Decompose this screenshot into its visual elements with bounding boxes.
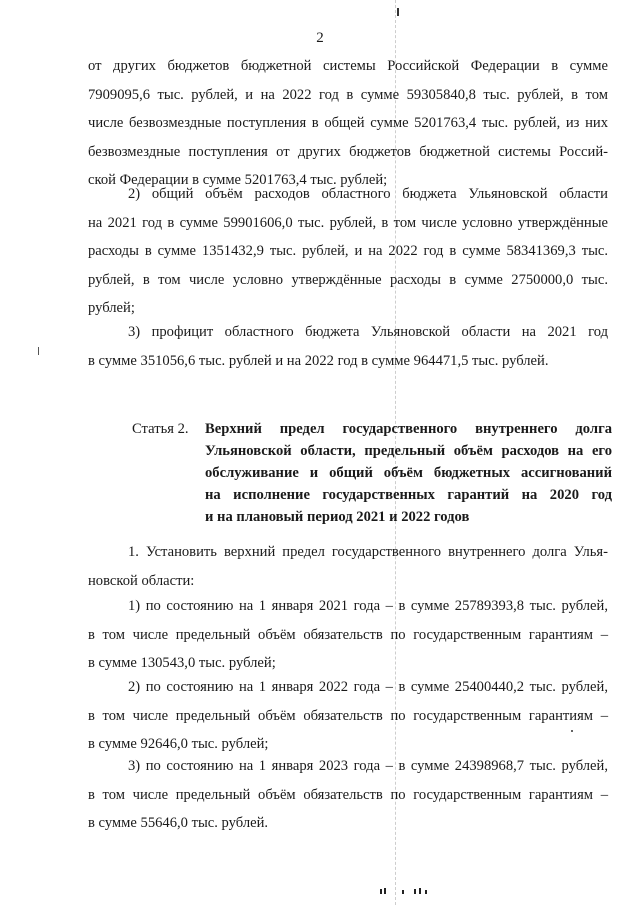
text-line: на 2021 год в сумме 59901606,0 тыс. рублей, в том числе условно утверждённые — [88, 214, 608, 231]
paragraph-debt-2023 — [88, 752, 608, 838]
title-line: на исполнение государственных гарантий на 2020 год — [205, 487, 612, 503]
text-line: рублей, в том числе условно утверждённые расходы в сумме 2750000,0 тыс. — [88, 271, 608, 288]
paragraph-surplus — [88, 318, 608, 375]
title-line: Ульяновской области, предельный объём расходов на его — [205, 443, 612, 459]
title-line: и на плановый период 2021 и 2022 годов — [205, 509, 470, 525]
text-line: рублей; — [88, 300, 135, 316]
text-line: 2) по состоянию на 1 января 2022 года – в сумме 25400440,2 тыс. рублей, — [128, 679, 608, 695]
paragraph-expenses — [88, 180, 608, 323]
title-line: Верхний предел государственного внутреннего долга — [205, 421, 612, 437]
text-line: 1. Установить верхний предел государственного внутреннего долга Улья- — [128, 544, 608, 560]
title-line: обслуживание и общий объём бюджетных ассигнований — [205, 465, 612, 481]
paragraph-debt-2022 — [88, 673, 608, 759]
paragraph-debt-2021 — [88, 592, 608, 678]
paragraph-revenue-continuation — [88, 52, 608, 195]
text-line: в том числе предельный объём обязательств по государственным гарантиям – — [88, 786, 608, 803]
text-line: ской Федерации в сумме 5201763,4 тыс. рублей; — [88, 172, 388, 188]
text-line: 7909095,6 тыс. рублей, и на 2022 год в сумме 59305840,8 тыс. рублей, в том — [88, 86, 608, 103]
text-line: в сумме 92646,0 тыс. рублей; — [88, 736, 269, 752]
page-number: 2 — [316, 30, 324, 46]
text-line: 1) по состоянию на 1 января 2021 года – в сумме 25789393,8 тыс. рублей, — [128, 598, 608, 614]
text-line: 3) по состоянию на 1 января 2023 года – в сумме 24398968,7 тыс. рублей, — [128, 758, 608, 774]
text-line: 3) профицит областного бюджета Ульяновской области на 2021 год — [128, 324, 608, 340]
text-line: в том числе предельный объём обязательств по государственным гарантиям – — [88, 626, 608, 643]
paragraph-debt-limit — [88, 538, 608, 595]
text-line: новской области: — [88, 572, 195, 589]
text-line: в сумме 351056,6 тыс. рублей и на 2022 год в сумме 964471,5 тыс. рублей. — [88, 352, 549, 369]
text-line: 2) общий объём расходов областного бюджета Ульяновской области — [128, 186, 608, 202]
text-line: от других бюджетов бюджетной системы Российской Федерации в сумме — [88, 58, 608, 74]
article-label: Статья 2. — [132, 421, 189, 437]
text-line: в сумме 130543,0 тыс. рублей; — [88, 655, 276, 671]
scan-mark-top — [397, 8, 399, 16]
text-line: в сумме 55646,0 тыс. рублей. — [88, 815, 269, 831]
scan-mark-bottom — [372, 888, 442, 894]
text-line: безвозмездные поступления от других бюджетов бюджетной системы Россий- — [88, 143, 608, 160]
scan-mark-left — [38, 347, 39, 355]
text-line: числе безвозмездные поступления в общей сумме 5201763,4 тыс. рублей, из них — [88, 115, 608, 131]
text-line: в том числе предельный объём обязательств по государственным гарантиям – — [88, 707, 608, 724]
article-title — [205, 418, 612, 528]
text-line: расходы в сумме 1351432,9 тыс. рублей, и на 2022 год в сумме 58341369,3 тыс. — [88, 243, 608, 259]
